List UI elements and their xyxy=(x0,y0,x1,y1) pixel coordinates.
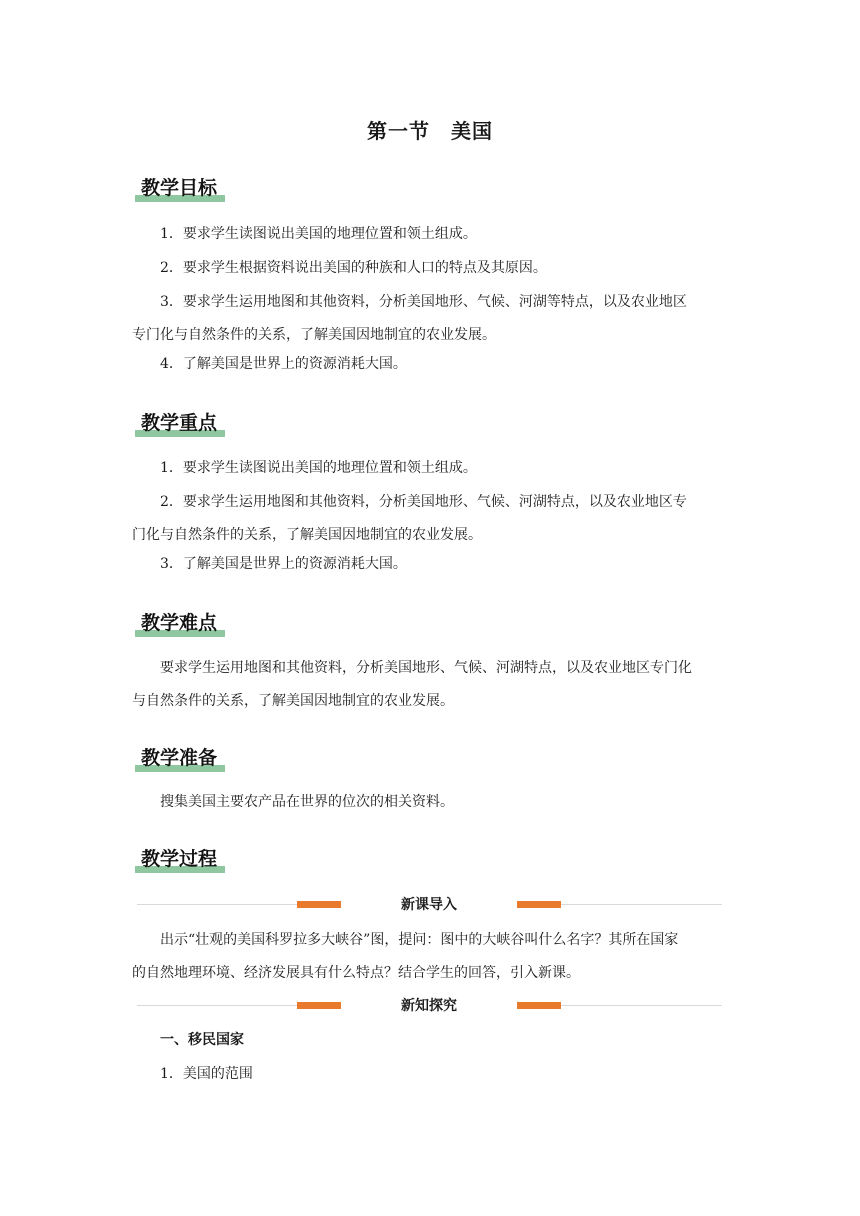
section-heading-label: 教学难点 xyxy=(141,612,218,634)
key-point-line: 门化与自然条件的关系，了解美国因地制宜的农业发展。 xyxy=(132,527,482,543)
explore-subheading: 一、移民国家 xyxy=(160,1032,244,1048)
goal-line: 3．要求学生运用地图和其他资料，分析美国地形、气候、河湖等特点，以及农业地区 xyxy=(160,294,687,310)
intro-line: 的自然地理环境、经济发展具有什么特点？结合学生的回答，引入新课。 xyxy=(132,965,580,981)
key-point-line: 2．要求学生运用地图和其他资料，分析美国地形、气候、河湖特点，以及农业地区专 xyxy=(160,494,687,510)
key-point-line: 1．要求学生读图说出美国的地理位置和领土组成。 xyxy=(160,460,477,476)
goal-line: 专门化与自然条件的关系，了解美国因地制宜的农业发展。 xyxy=(132,327,496,343)
subsection-label: 新知探究 xyxy=(401,998,457,1014)
goal-line: 2．要求学生根据资料说出美国的种族和人口的特点及其原因。 xyxy=(160,260,547,276)
subsection-divider-explore xyxy=(137,996,722,1016)
difficulty-line: 要求学生运用地图和其他资料，分析美国地形、气候、河湖特点，以及农业地区专门化 xyxy=(160,660,692,676)
explore-item: 1．美国的范围 xyxy=(160,1066,253,1082)
goal-line: 1．要求学生读图说出美国的地理位置和领土组成。 xyxy=(160,226,477,242)
section-heading-label: 教学重点 xyxy=(141,412,218,434)
subsection-divider-intro xyxy=(137,895,722,915)
intro-line: 出示“壮观的美国科罗拉多大峡谷”图，提问：图中的大峡谷叫什么名字？其所在国家 xyxy=(160,932,679,948)
key-point-line: 3．了解美国是世界上的资源消耗大国。 xyxy=(160,556,407,572)
subsection-label: 新课导入 xyxy=(401,897,457,913)
section-heading-label: 教学准备 xyxy=(141,747,218,769)
page-title: 第一节 美国 xyxy=(367,119,493,143)
section-heading-label: 教学目标 xyxy=(141,177,218,199)
difficulty-line: 与自然条件的关系，了解美国因地制宜的农业发展。 xyxy=(132,693,454,709)
preparation-line: 搜集美国主要农产品在世界的位次的相关资料。 xyxy=(160,794,454,810)
goal-line: 4．了解美国是世界上的资源消耗大国。 xyxy=(160,356,407,372)
section-heading-label: 教学过程 xyxy=(141,848,218,870)
